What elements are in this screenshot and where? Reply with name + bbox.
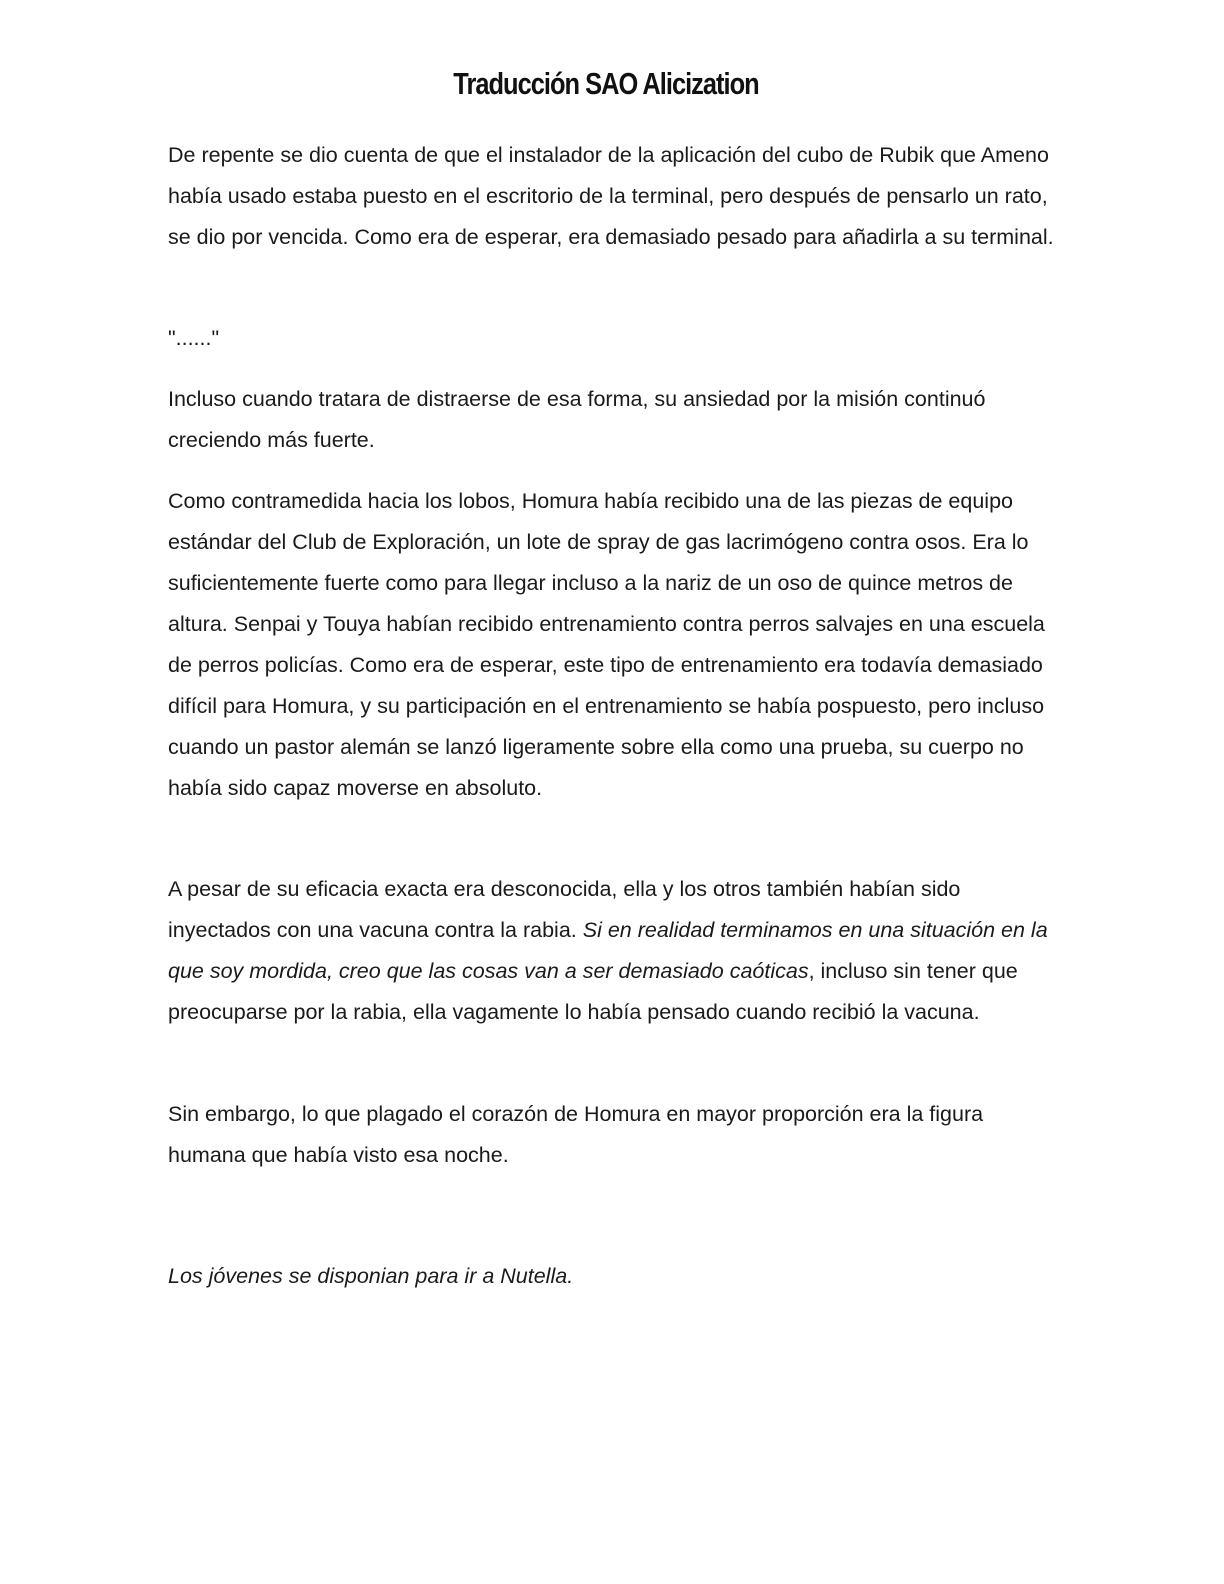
paragraph-6: Sin embargo, lo que plagado el corazón de Homura en mayor proporción era la figura humana que había visto esa noche. (168, 1102, 984, 1167)
paragraph-1: De repente se dio cuenta de que el instalador de la aplicación del cubo de Rubik que Ameno había usado estaba puesto en el escritorio de la terminal, pero después de pensarlo un rato, se dio por vencida. Como era de esperar, era demasiado pesado para añadirla a su terminal. (168, 143, 1054, 249)
closing-line: Los jóvenes se disponian para ir a Nutella. (168, 1264, 574, 1288)
paragraph-2: "......" (168, 326, 220, 350)
paragraph-5 (168, 869, 1058, 1033)
paragraph-4: Como contramedida hacia los lobos, Homura había recibido una de las piezas de equipo estándar del Club de Exploración, un lote de spray de gas lacrimógeno contra osos. Era lo suficientemente fuerte como para llegar incluso a la nariz de un oso de quince metros de altura. Senpai y Touya habían recibido entrenamiento contra perros salvajes en una escuela de perros policías. Como era de esperar, este tipo de entrenamiento era todavía demasiado difícil para Homura, y su participación en el entrenamiento se había pospuesto, pero incluso cuando un pastor alemán se lanzó ligeramente sobre ella como una prueba, su cuerpo no había sido capaz moverse en absoluto. (168, 489, 1045, 800)
paragraph-5-end: , incluso sin tener que preocuparse por la rabia, ella vagamente lo había pensado cuando recibió la vacuna. (168, 959, 1018, 1024)
paragraph-5-italic: Si en realidad terminamos en una situación en la que soy mordida, creo que las cosas van a ser demasiado caóticas (168, 918, 1048, 983)
paragraph-5-start: A pesar de su eficacia exacta era desconocida, ella y los otros también habían sido inyectados con una vacuna contra la rabia. (168, 877, 961, 942)
page-title: Traducción SAO Alicization (453, 66, 759, 101)
paragraph-3: Incluso cuando tratara de distraerse de esa forma, su ansiedad por la misión continuó creciendo más fuerte. (168, 387, 986, 452)
